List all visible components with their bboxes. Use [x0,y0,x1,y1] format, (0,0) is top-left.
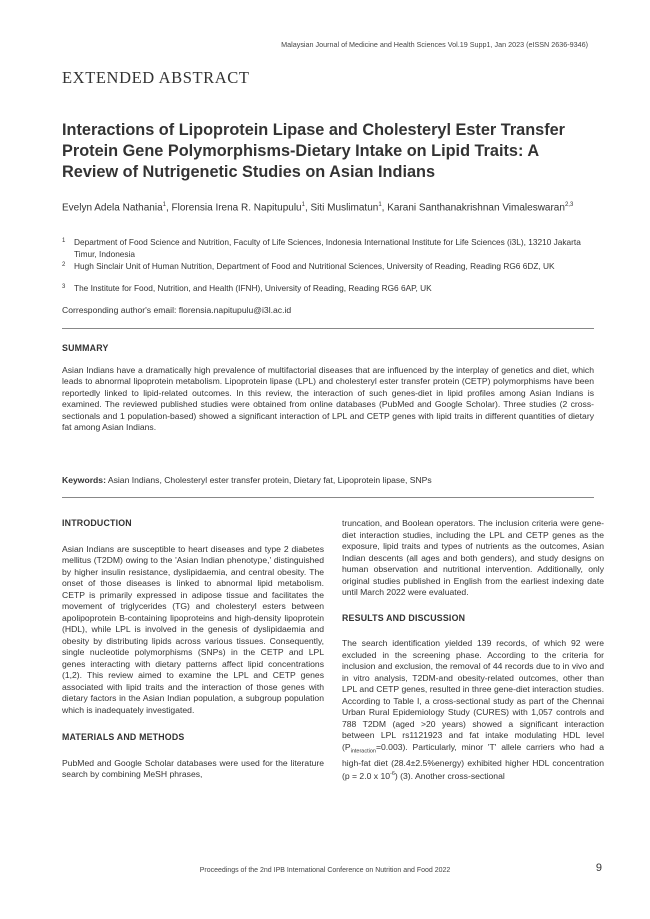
affiliation-text: The Institute for Food, Nutrition, and Health (IFNH), University of Reading, Reading RG6 6AP, UK [74,283,432,293]
p-subscript: interaction [350,748,376,755]
introduction-heading: INTRODUCTION [62,518,132,528]
right-column [342,518,604,783]
exponent: -6 [390,771,395,778]
author-name: Florensia Irena R. Napitupulu [171,202,302,214]
author-name: Siti Muslimatun [310,202,379,214]
methods-text: PubMed and Google Scholar databases were used for the literature search by combining MeSH phrases, [62,757,324,779]
keywords-label: Keywords: [62,475,106,485]
author-affiliation: 1 [301,202,305,208]
summary-text: Asian Indians have a dramatically high prevalence of multifactorial diseases that are influenced by the interplay of genetics and diet, which leads to abnormal lipoprotein metabolism. Lipoprotein lipase (LPL) and cholesteryl ester transfer protein (CETP) polymorphisms have been reportedly linked to lipid-related outcomes. In this review, the interaction of such genes-diet in lipid profiles among Asian Indians is examined. The reviewed published studies were obtained from online databases (PubMed and Google Scholar). Three studies (2 cross-sectionals and 1 population-based) showed a significant interaction of LPL and CETP genes with lipid traits in different quantities of dietary fat among Asian Indians. [62,365,594,433]
journal-citation: Malaysian Journal of Medicine and Health Sciences Vol.19 Supp1, Jan 2023 (eISSN 2636-9346) [281,40,588,49]
article-title: Interactions of Lipoprotein Lipase and Cholesteryl Ester Transfer Protein Gene Polymorphisms-Dietary Intake on Lipid Traits: A Review of Nutrigenetic Studies on Asian Indians [62,121,566,181]
divider [62,497,594,498]
results-text-part: ) (3). Another cross-sectional [394,771,505,782]
divider [62,328,594,329]
page-number: 9 [595,862,602,874]
affiliation-text: Hugh Sinclair Unit of Human Nutrition, Department of Food and Nutritional Sciences, University of Reading, Reading RG6 6DZ, UK [74,261,555,271]
introduction-text: Asian Indians are susceptible to heart diseases and type 2 diabetes mellitus (T2DM) owing to the 'Asian Indian phenotype,' distinguished by higher insulin resistance, dyslipidaemia, and central obesity. The onset of those diseases is linked to abnormal lipid metabolism. CETP is primarily expressed in adipose tissue and facilitates the movement of triglycerides (TG) and cholesteryl esters between apolipoprotein B-containing lipoproteins and high-density lipoprotein (HDL), while LPL is involved in the genesis of dyslipidaemia and obesity by distributing lipids across various tissues. Consequently, single nucleotide polymorphisms (SNPs) in the CETP and LPL genes interacting with dietary patterns affect lipid concentrations (1,2). This review aimed to examine the LPL and CETP genes associated with lipid traits and the interaction of those genes with dietary factors in the Asian Indian population, a subgroup population which is inadequately investigated. [62,543,324,715]
methods-text-continued: truncation, and Boolean operators. The inclusion criteria were gene-diet interaction studies, including the LPL and CETP genes as the exposure, lipid traits and types of nutrients as the outcomes, Asian Indian descents (all ages and both genders), and study designs on human observation and nutritional intervention. Additionally, only original studies published in English from the earliest indexing date until March 2022 were evaluated. [342,518,604,597]
section-label: EXTENDED ABSTRACT [62,68,250,87]
affiliation-item [62,237,597,260]
affiliation-number: 1 [62,238,66,244]
author-affiliation: 1 [378,202,382,208]
author-affiliation: 1 [162,202,166,208]
summary-heading: SUMMARY [62,343,109,353]
keywords-text: Asian Indians, Cholesteryl ester transfer protein, Dietary fat, Lipoprotein lipase, SNPs [107,475,432,485]
results-text-part: =0.003). Particularly, minor 'T' allele carriers who had a high-fat diet (28.4±2.5%energy) exhibited higher HDL concentration (p = 2.0 x 10 [342,741,604,782]
author-list: Evelyn Adela Nathania$^1$, Florensia Irena R. Napitupulu$^1$, Siti Muslimatun$^1$, Karani Santhanakrishnan Vimaleswaran$^{2,3}$ [62,202,574,214]
affiliation-item [62,283,597,295]
affiliation-text: Department of Food Science and Nutrition, Faculty of Life Sciences, Indonesia International Institute for Life Sciences (i3L), 13210 Jakarta Timur, Indonesia [74,237,581,259]
author-name: Evelyn Adela Nathania [62,202,163,214]
methods-heading: MATERIALS AND METHODS [62,732,185,742]
footer-proceedings: Proceedings of the 2nd IPB International Conference on Nutrition and Food 2022 [199,867,451,874]
results-heading: RESULTS AND DISCUSSION [342,612,466,623]
affiliation-number: 3 [62,284,66,290]
keywords [62,475,594,485]
results-text [342,638,604,783]
left-column [62,518,324,781]
author-name: Karani Santhanakrishnan Vimaleswaran [387,202,565,214]
affiliation-number: 2 [62,262,66,268]
corresponding-email: Corresponding author's email: florensia.napitupulu@i3l.ac.id [62,305,292,315]
results-text-part: The search identification yielded 139 records, of which 92 were excluded in the screening phase. According to the criteria for inclusion and exclusion, the removal of 44 records due to in vivo and in vitro analysis, T2DM-and obesity-related outcomes, other than LPL and CETP genes, resulted in three gene-diet interaction studies. According to Table I, a cross-sectional study as part of the Chennai Urban Rural Epidemiology Study (CURES) with 1,057 controls and 788 T2DM (aged >20 years) showed a significant interaction between LPL rs1121923 and fat intake modulating HDL level (P [342,638,604,752]
author-affiliation: 2,3 [564,202,574,208]
affiliation-item [62,261,597,273]
